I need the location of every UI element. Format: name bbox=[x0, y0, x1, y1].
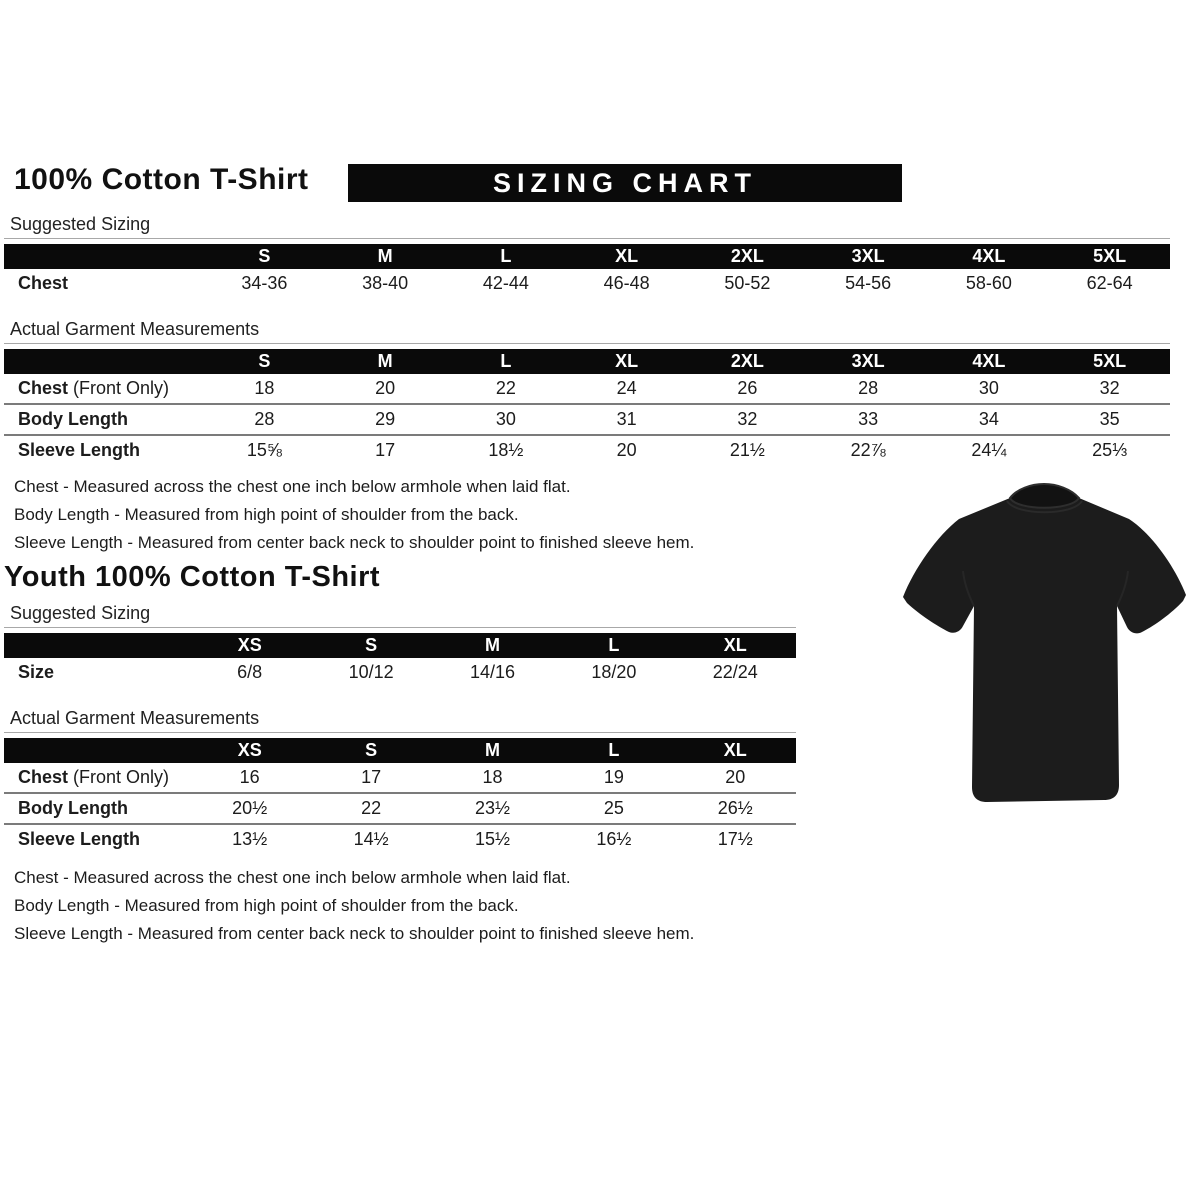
size-column-header: S bbox=[204, 244, 325, 269]
measurement-cell: 33 bbox=[858, 409, 879, 429]
measurement-cell: 34-36 bbox=[241, 273, 288, 293]
youth-suggested-sizing bbox=[4, 633, 796, 687]
size-table bbox=[4, 244, 1170, 298]
measurement-cell: 20 bbox=[616, 440, 637, 460]
measurement-cell: 54-56 bbox=[845, 273, 892, 293]
header-corner-cell bbox=[4, 633, 189, 658]
size-column-header: M bbox=[325, 244, 446, 269]
note-chest: Chest - Measured across the chest one inch below armhole when laid flat. bbox=[14, 477, 571, 496]
size-column-header: S bbox=[310, 738, 431, 763]
measurement-cell: 62-64 bbox=[1086, 273, 1133, 293]
measurement-cell: 18 bbox=[482, 767, 503, 787]
size-column-header: 5XL bbox=[1049, 244, 1170, 269]
size-column-header: XL bbox=[675, 738, 796, 763]
header-corner-cell bbox=[4, 738, 189, 763]
tshirt-body bbox=[903, 486, 1186, 802]
measurement-cell: 32 bbox=[737, 409, 758, 429]
measurement-cell: 13½ bbox=[232, 829, 268, 849]
size-column-header: 4XL bbox=[929, 244, 1050, 269]
measurement-cell: 16½ bbox=[596, 829, 632, 849]
measurement-cell: 22 bbox=[361, 798, 382, 818]
header-corner-cell bbox=[4, 244, 204, 269]
section-label-suggested-sizing: Suggested Sizing bbox=[4, 214, 1170, 239]
measurement-cell: 50-52 bbox=[724, 273, 771, 293]
youth-actual-measurements bbox=[4, 738, 796, 854]
measurement-cell: 15½ bbox=[474, 829, 510, 849]
table-row bbox=[4, 374, 1170, 404]
measurement-cell: 28 bbox=[858, 378, 879, 398]
size-column-header: L bbox=[553, 738, 674, 763]
size-column-header: 2XL bbox=[687, 349, 808, 374]
size-column-header: 3XL bbox=[808, 349, 929, 374]
adult-actual-measurements-section bbox=[4, 319, 1170, 465]
measurement-cell: 19 bbox=[603, 767, 624, 787]
size-header-row bbox=[4, 738, 796, 763]
table-row bbox=[4, 658, 796, 687]
row-label: Chest bbox=[18, 273, 69, 293]
measurement-cell: 24 bbox=[616, 378, 637, 398]
size-column-header: L bbox=[446, 349, 567, 374]
size-table bbox=[4, 738, 796, 854]
measurement-cell: 18½ bbox=[488, 440, 524, 460]
measurement-cell: 30 bbox=[495, 409, 516, 429]
note-body-length: Body Length - Measured from high point of shoulder from the back. bbox=[14, 896, 519, 915]
measurement-cell: 42-44 bbox=[482, 273, 529, 293]
size-column-header: 2XL bbox=[687, 244, 808, 269]
measurement-cell: 18 bbox=[254, 378, 275, 398]
header-corner-cell bbox=[4, 349, 204, 374]
size-table bbox=[4, 633, 796, 687]
size-column-header: 5XL bbox=[1049, 349, 1170, 374]
measurement-cell: 14/16 bbox=[469, 662, 515, 682]
measurement-cell: 10/12 bbox=[348, 662, 394, 682]
size-column-header: XS bbox=[189, 738, 310, 763]
row-label: Sleeve Length bbox=[18, 829, 141, 849]
measurement-cell: 15⅝ bbox=[246, 440, 282, 460]
measurement-cell: 6/8 bbox=[237, 662, 263, 682]
table-row bbox=[4, 824, 796, 854]
measurement-cell: 21½ bbox=[729, 440, 765, 460]
note-sleeve-length: Sleeve Length - Measured from center back neck to shoulder point to finished sleeve hem. bbox=[14, 924, 695, 943]
row-label: Body Length bbox=[18, 409, 128, 429]
adult-suggested-sizing bbox=[4, 244, 1170, 298]
header-row bbox=[0, 163, 1200, 205]
size-column-header: L bbox=[446, 244, 567, 269]
note-chest: Chest - Measured across the chest one inch below armhole when laid flat. bbox=[14, 868, 571, 887]
section-label-youth-suggested: Suggested Sizing bbox=[4, 603, 796, 628]
measurement-cell: 38-40 bbox=[362, 273, 409, 293]
row-label: Chest (Front Only) bbox=[18, 378, 170, 398]
size-header-row bbox=[4, 244, 1170, 269]
measurement-cell: 22/24 bbox=[712, 662, 758, 682]
tshirt-graphic bbox=[894, 476, 1196, 812]
table-row bbox=[4, 269, 1170, 298]
table-row bbox=[4, 404, 1170, 435]
table-row bbox=[4, 435, 1170, 465]
tshirt-collar bbox=[1010, 484, 1079, 508]
sizing-chart-banner: SIZING CHART bbox=[348, 164, 902, 202]
size-column-header: XS bbox=[189, 633, 310, 658]
measurement-cell: 58-60 bbox=[965, 273, 1012, 293]
measurement-cell: 24¼ bbox=[971, 440, 1007, 460]
youth-suggested-sizing-section bbox=[4, 603, 796, 687]
note-body-length: Body Length - Measured from high point of shoulder from the back. bbox=[14, 505, 519, 524]
size-header-row bbox=[4, 349, 1170, 374]
table-row bbox=[4, 763, 796, 793]
youth-section-title: Youth 100% Cotton T-Shirt bbox=[4, 561, 381, 593]
measurement-cell: 18/20 bbox=[591, 662, 637, 682]
measurement-cell: 22⅞ bbox=[850, 440, 886, 460]
section-label-youth-actual: Actual Garment Measurements bbox=[4, 708, 796, 733]
section-label-actual-measurements: Actual Garment Measurements bbox=[4, 319, 1170, 344]
measurement-cell: 46-48 bbox=[603, 273, 650, 293]
size-column-header: L bbox=[553, 633, 674, 658]
measurement-cell: 32 bbox=[1099, 378, 1120, 398]
page-title: 100% Cotton T-Shirt bbox=[14, 163, 309, 196]
size-column-header: S bbox=[204, 349, 325, 374]
black-tshirt-image bbox=[894, 476, 1196, 812]
measurement-cell: 35 bbox=[1099, 409, 1120, 429]
youth-measurement-notes bbox=[14, 864, 1200, 948]
size-column-header: XL bbox=[566, 244, 687, 269]
size-column-header: XL bbox=[566, 349, 687, 374]
measurement-cell: 31 bbox=[616, 409, 637, 429]
measurement-cell: 23½ bbox=[474, 798, 510, 818]
row-label: Size bbox=[18, 662, 55, 682]
size-column-header: M bbox=[432, 633, 553, 658]
measurement-cell: 17 bbox=[361, 767, 382, 787]
measurement-cell: 26 bbox=[737, 378, 758, 398]
measurement-cell: 20 bbox=[725, 767, 746, 787]
row-label: Chest (Front Only) bbox=[18, 767, 170, 787]
size-table bbox=[4, 349, 1170, 465]
size-column-header: M bbox=[325, 349, 446, 374]
size-column-header: M bbox=[432, 738, 553, 763]
size-column-header: 4XL bbox=[929, 349, 1050, 374]
measurement-cell: 22 bbox=[495, 378, 516, 398]
measurement-cell: 20 bbox=[375, 378, 396, 398]
note-sleeve-length: Sleeve Length - Measured from center back neck to shoulder point to finished sleeve hem. bbox=[14, 533, 695, 552]
measurement-cell: 26½ bbox=[717, 798, 753, 818]
row-label: Body Length bbox=[18, 798, 128, 818]
measurement-cell: 25 bbox=[603, 798, 624, 818]
size-column-header: 3XL bbox=[808, 244, 929, 269]
measurement-cell: 30 bbox=[978, 378, 999, 398]
adult-actual-measurements bbox=[4, 349, 1170, 465]
measurement-cell: 29 bbox=[375, 409, 396, 429]
measurement-cell: 34 bbox=[978, 409, 999, 429]
measurement-cell: 25⅓ bbox=[1092, 440, 1128, 460]
table-row bbox=[4, 793, 796, 824]
measurement-cell: 14½ bbox=[353, 829, 389, 849]
row-label: Sleeve Length bbox=[18, 440, 141, 460]
measurement-cell: 28 bbox=[254, 409, 275, 429]
youth-actual-measurements-section bbox=[4, 708, 796, 854]
measurement-cell: 17½ bbox=[717, 829, 753, 849]
size-header-row bbox=[4, 633, 796, 658]
measurement-cell: 17 bbox=[375, 440, 396, 460]
size-column-header: XL bbox=[675, 633, 796, 658]
measurement-cell: 16 bbox=[239, 767, 260, 787]
measurement-cell: 20½ bbox=[232, 798, 268, 818]
adult-suggested-sizing-section bbox=[4, 214, 1170, 298]
size-column-header: S bbox=[310, 633, 431, 658]
